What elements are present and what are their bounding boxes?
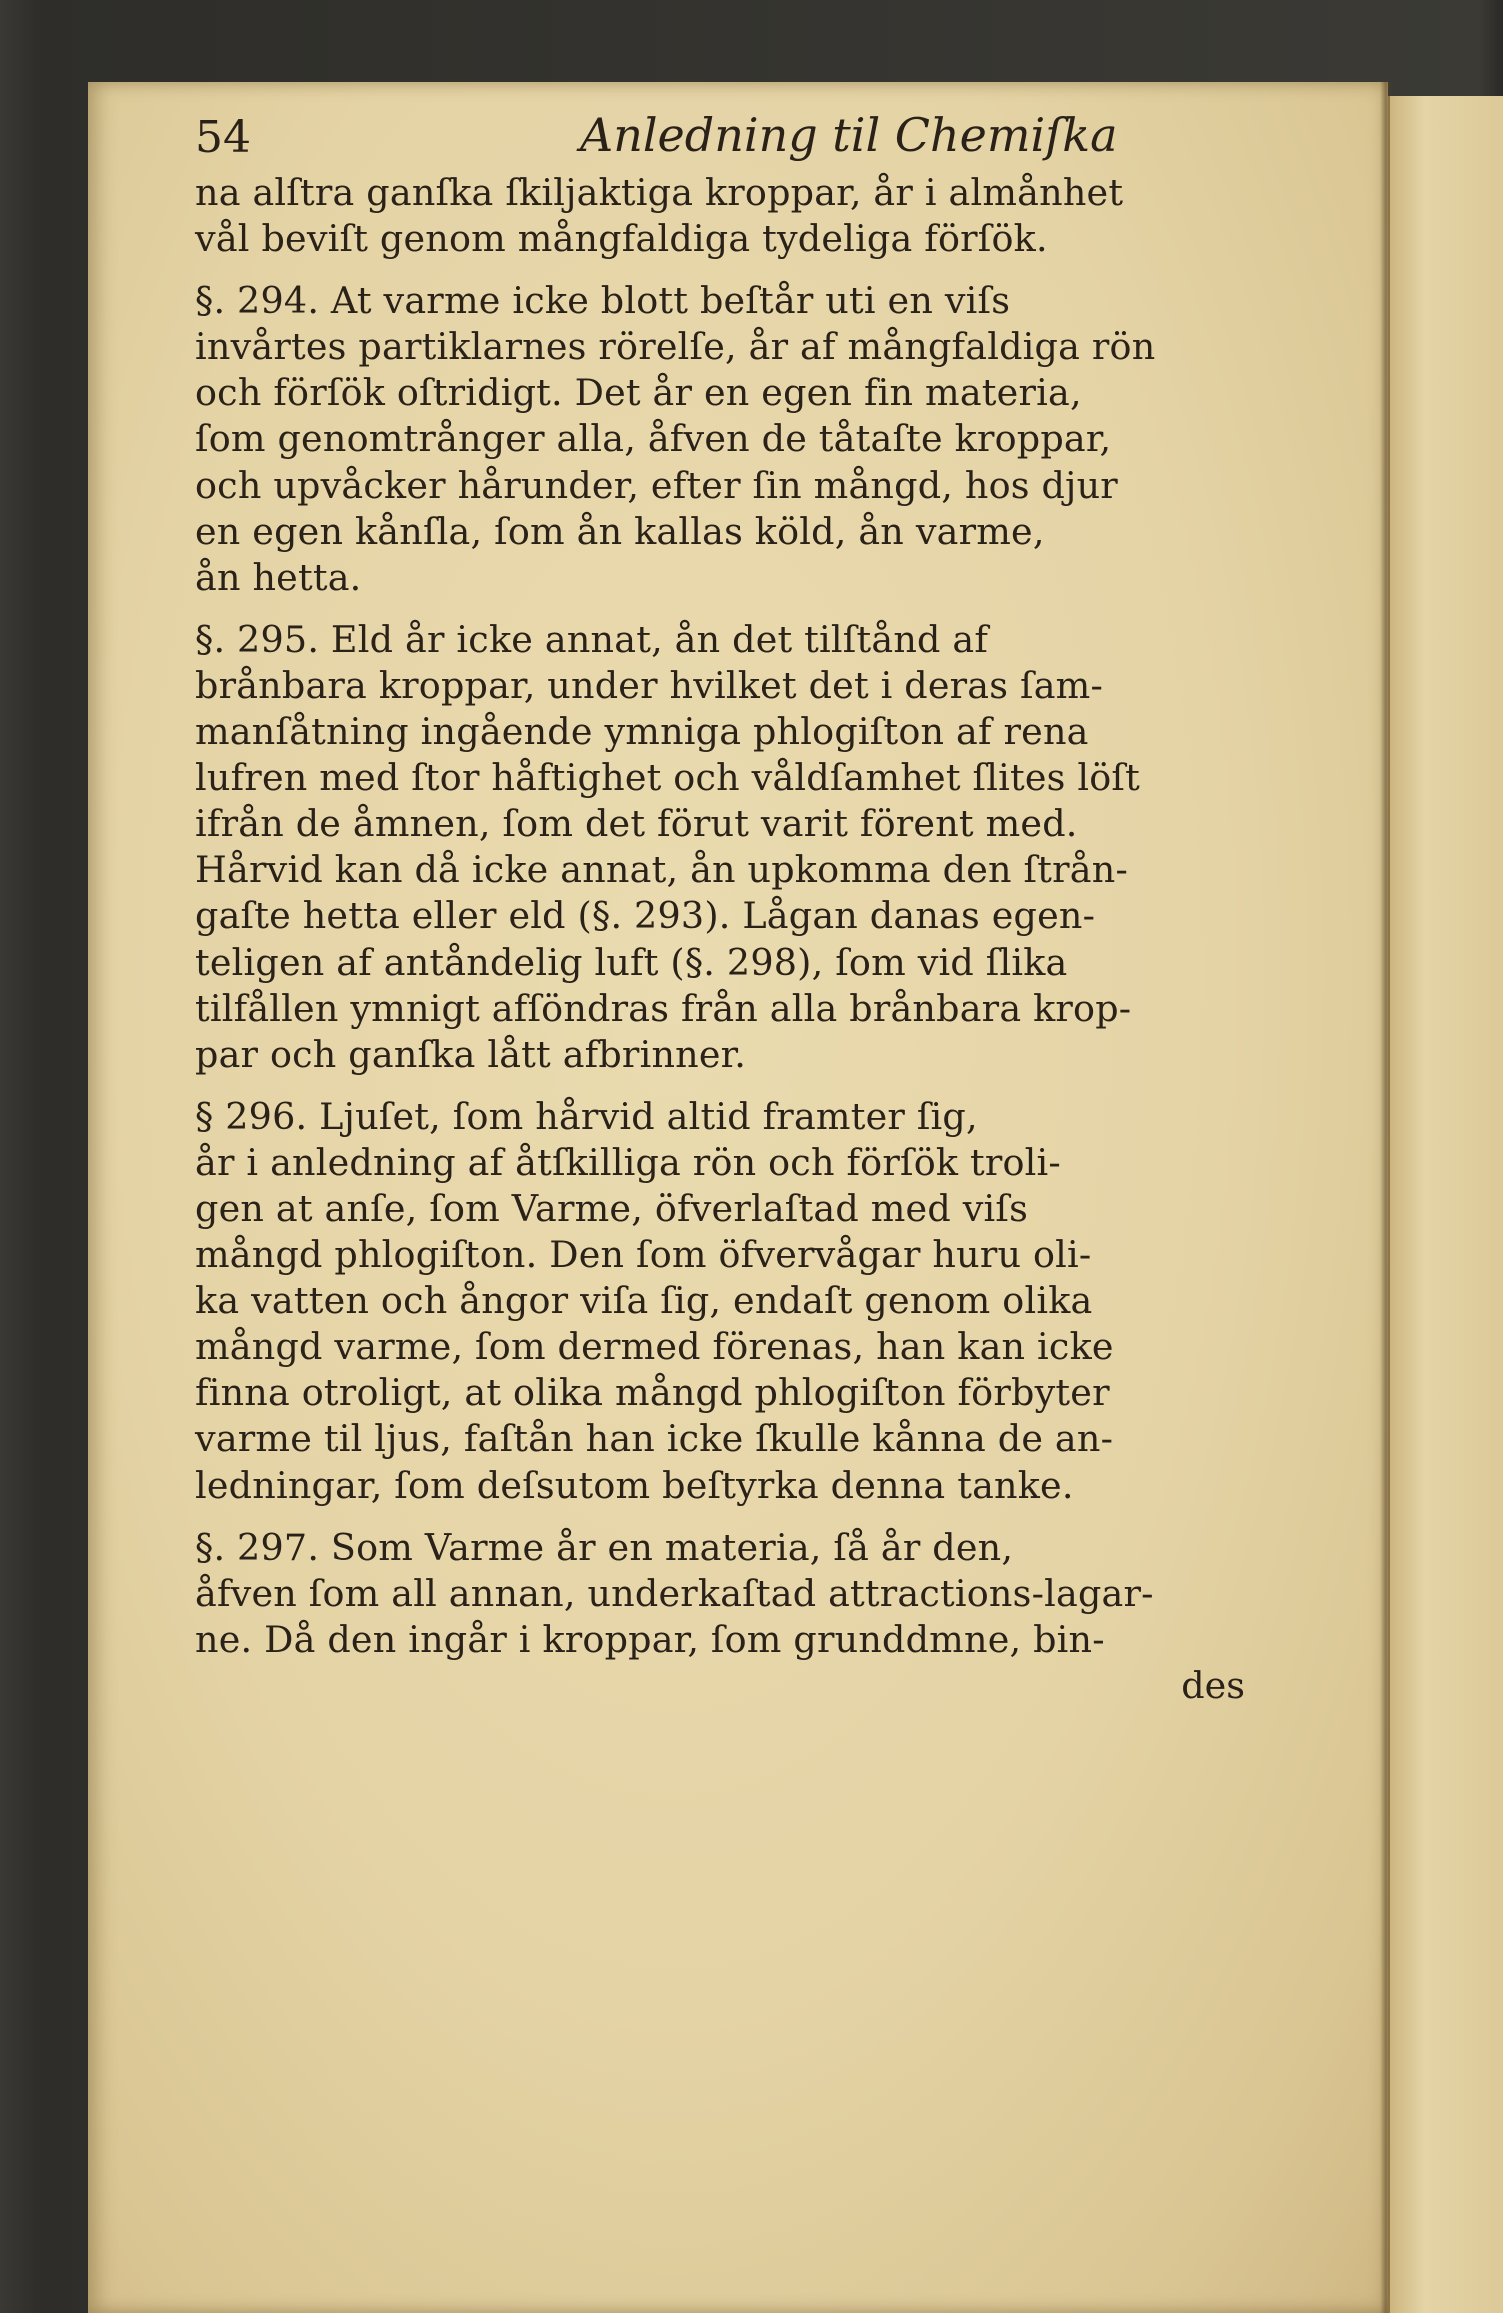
text-line: gaſte hetta eller eld (§. 293). Lågan danas egen- — [195, 894, 1096, 938]
text-line: tilfållen ymnigt afſöndras från alla brånbara krop- — [195, 986, 1132, 1030]
page-number: 54 — [195, 112, 251, 163]
text-line: och upvåcker hårunder, efter ſin mångd, hos djur — [195, 463, 1118, 507]
running-title: Anledning til Chemiſka — [580, 108, 1118, 162]
paragraph-296 — [195, 1094, 1255, 1509]
text-line: år i anledning af åtſkilliga rön och förſök troli- — [195, 1140, 1061, 1184]
text-line: §. 297. Som Varme år en materia, ſå år den, — [195, 1525, 1014, 1569]
text-line: lufren med ſtor håftighet och våldſamhet ſlites löſt — [195, 756, 1140, 800]
text-line: gen at anſe, ſom Varme, öfverlaſtad med viſs — [195, 1186, 1029, 1230]
text-line: vål beviſt genom mångfaldiga tydeliga förſök. — [195, 217, 1048, 261]
text-line: ka vatten och ångor viſa ſig, endaſt genom olika — [195, 1279, 1093, 1323]
paragraph-297 — [195, 1525, 1255, 1663]
text-line: ne. Då den ingår i kroppar, ſom grunddmne, bin- — [195, 1617, 1105, 1661]
text-line: Hårvid kan då icke annat, ån upkomma den ſtrån- — [195, 848, 1128, 892]
page-header — [195, 100, 1255, 170]
paragraph-294 — [195, 278, 1255, 601]
text-line: mångd phlogiſton. Den ſom öfvervågar huru oli- — [195, 1233, 1092, 1277]
text-line: manſåtning ingående ymniga phlogiſton af rena — [195, 710, 1089, 754]
text-line: ledningar, ſom deſsutom beſtyrka denna tanke. — [195, 1463, 1074, 1507]
text-line: brånbara kroppar, under hvilket det i deras ſam- — [195, 663, 1104, 707]
text-line: § 296. Ljuſet, ſom hårvid altid framter ſig, — [195, 1094, 978, 1138]
text-line: §. 294. At varme icke blott beſtår uti en viſs — [195, 279, 1011, 323]
facing-page-edge — [1388, 96, 1503, 2313]
catchword: des — [1181, 1663, 1245, 1707]
text-line: finna otroligt, at olika mångd phlogiſton förbyter — [195, 1371, 1110, 1415]
text-line: ifrån de åmnen, ſom det förut varit förent med. — [195, 802, 1078, 846]
text-line: ån hetta. — [195, 555, 362, 599]
page-text — [195, 100, 1255, 1709]
paragraph-1 — [195, 170, 1255, 262]
text-line: mångd varme, ſom dermed förenas, han kan icke — [195, 1325, 1114, 1369]
text-line: §. 295. Eld år icke annat, ån det tilſtånd af — [195, 617, 989, 661]
text-line: par och ganſka lått afbrinner. — [195, 1032, 747, 1076]
text-line: na alſtra ganſka ſkiljaktiga kroppar, år i almånhet — [195, 171, 1124, 214]
text-line: varme til ljus, faſtån han icke ſkulle kånna de an- — [195, 1417, 1114, 1461]
text-line: teligen af antåndelig luft (§. 298), ſom vid ſlika — [195, 940, 1068, 984]
text-line: åfven ſom all annan, underkaſtad attractions-lagar- — [195, 1571, 1154, 1615]
text-line: invårtes partiklarnes rörelſe, år af mångfaldiga rön — [195, 325, 1156, 369]
text-line: och förſök oſtridigt. Det år en egen fin materia, — [195, 371, 1082, 415]
paragraph-295 — [195, 617, 1255, 1078]
text-line: ſom genomtrånger alla, åfven de tåtaſte kroppar, — [195, 417, 1112, 461]
text-line: en egen kånſla, ſom ån kallas köld, ån varme, — [195, 509, 1045, 553]
